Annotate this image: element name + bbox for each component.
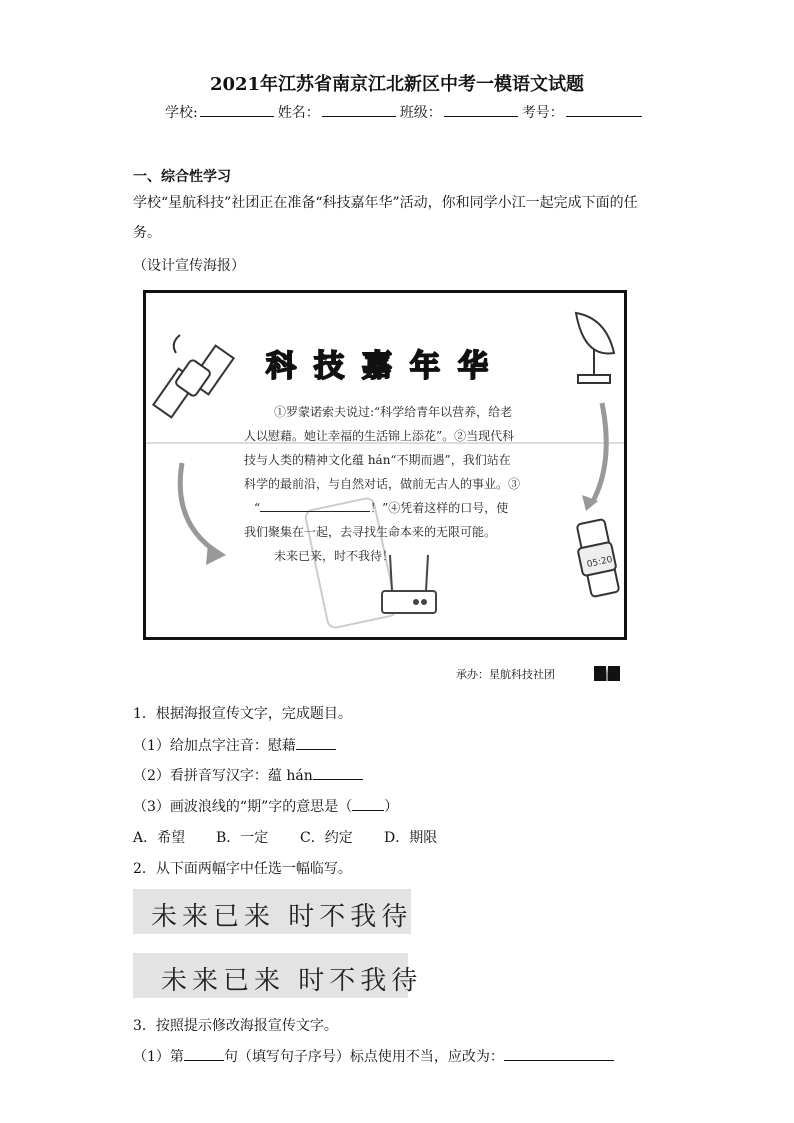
- calligraphy-sample-2[interactable]: [133, 953, 423, 998]
- option-d[interactable]: D．期限: [384, 830, 438, 846]
- option-c[interactable]: C．约定: [300, 830, 353, 846]
- question-1-3-close: ）: [384, 799, 399, 815]
- number-blank[interactable]: [566, 104, 642, 117]
- poster-quote-close: ！”④凭着这样的口号，使: [370, 501, 509, 515]
- arrow-head-left: [206, 543, 226, 565]
- question-1: 1．根据海报宣传文字，完成题目。: [133, 706, 352, 722]
- task-label: （设计宣传海报）: [133, 258, 245, 274]
- curved-arrow-left: [180, 463, 218, 553]
- section-heading: 一、综合性学习: [133, 169, 231, 185]
- poster-line-4: 科学的最前沿，与自然对话，做前无古人的事业。③: [244, 477, 521, 491]
- question-1-3-text: （3）画波浪线的“期”字的意思是（: [133, 799, 353, 815]
- school-label: 学校:: [165, 105, 198, 121]
- watch-time: 05:20: [586, 554, 614, 571]
- answer-blank-1-2[interactable]: [313, 767, 363, 780]
- intro-text-line1: 学校“星航科技”社团正在准备“科技嘉年华”活动，你和同学小江一起完成下面的任: [133, 195, 638, 211]
- poster: [143, 290, 627, 640]
- question-3-1: [133, 1046, 614, 1066]
- question-2: 2．从下面两幅字中任选一幅临写。: [133, 861, 352, 877]
- poster-line-1: ①罗蒙诺索夫说过:“科学给青年以营养，给老: [274, 405, 513, 419]
- calligraphy-text-2: 未来已来 时不我待: [161, 966, 423, 996]
- number-label: 考号：: [521, 105, 564, 121]
- curved-arrow-right: [592, 403, 606, 503]
- poster-line-3: 技与人类的精神文化蕴 hán“不期而遇”，我们站在: [244, 453, 511, 467]
- poster-line-5: [254, 499, 508, 516]
- class-label: 班级：: [399, 105, 442, 121]
- name-label: 姓名：: [277, 105, 320, 121]
- satellite-dish-icon: [576, 313, 614, 383]
- poster-title: 科技嘉年华: [266, 349, 506, 384]
- question-1-1: [133, 735, 336, 755]
- question-3: 3．按照提示修改海报宣传文字。: [133, 1018, 338, 1034]
- answer-blank-1-3[interactable]: [352, 798, 384, 811]
- poster-quote-open: “: [254, 501, 261, 515]
- answer-blank-1-1[interactable]: [296, 737, 336, 750]
- question-3-1-prefix: （1）第: [133, 1049, 184, 1065]
- intro-text-line2: 务。: [133, 225, 161, 241]
- sponsor-text: 承办：星航科技社团: [456, 668, 555, 681]
- book-icon: [593, 663, 621, 683]
- question-1-2: [133, 765, 363, 785]
- calligraphy-sample-1[interactable]: [133, 889, 411, 934]
- question-1-3: [133, 796, 398, 816]
- poster-line-7: 未来已来，时不我待！: [274, 549, 395, 563]
- poster-line-2: 人以慰藉。她让幸福的生活锦上添花”。②当现代科: [244, 429, 515, 443]
- calligraphy-text-1: 未来已来 时不我待: [151, 902, 413, 932]
- question-1-2-text: （2）看拼音写汉字：蕴 hán: [133, 768, 313, 784]
- option-b[interactable]: B．一定: [216, 830, 269, 846]
- satellite-icon: [153, 335, 233, 417]
- answer-blank-3-1-correction[interactable]: [504, 1048, 614, 1061]
- question-1-1-text: （1）给加点字注音：慰藉: [133, 738, 296, 754]
- page-title: 2021年江苏省南京江北新区中考一模语文试题: [209, 74, 585, 95]
- school-blank[interactable]: [200, 104, 274, 117]
- question-3-1-text: 句（填写句子序号）标点使用不当，应改为：: [223, 1049, 504, 1065]
- poster-slogan-blank[interactable]: [260, 501, 370, 512]
- student-info-line: [165, 102, 646, 122]
- name-blank[interactable]: [322, 104, 396, 117]
- answer-blank-3-1-number[interactable]: [184, 1048, 224, 1061]
- class-blank[interactable]: [444, 104, 518, 117]
- option-a[interactable]: A．希望: [133, 830, 186, 846]
- poster-line-6: 我们聚集在一起，去寻找生命本来的无限可能。: [244, 525, 497, 539]
